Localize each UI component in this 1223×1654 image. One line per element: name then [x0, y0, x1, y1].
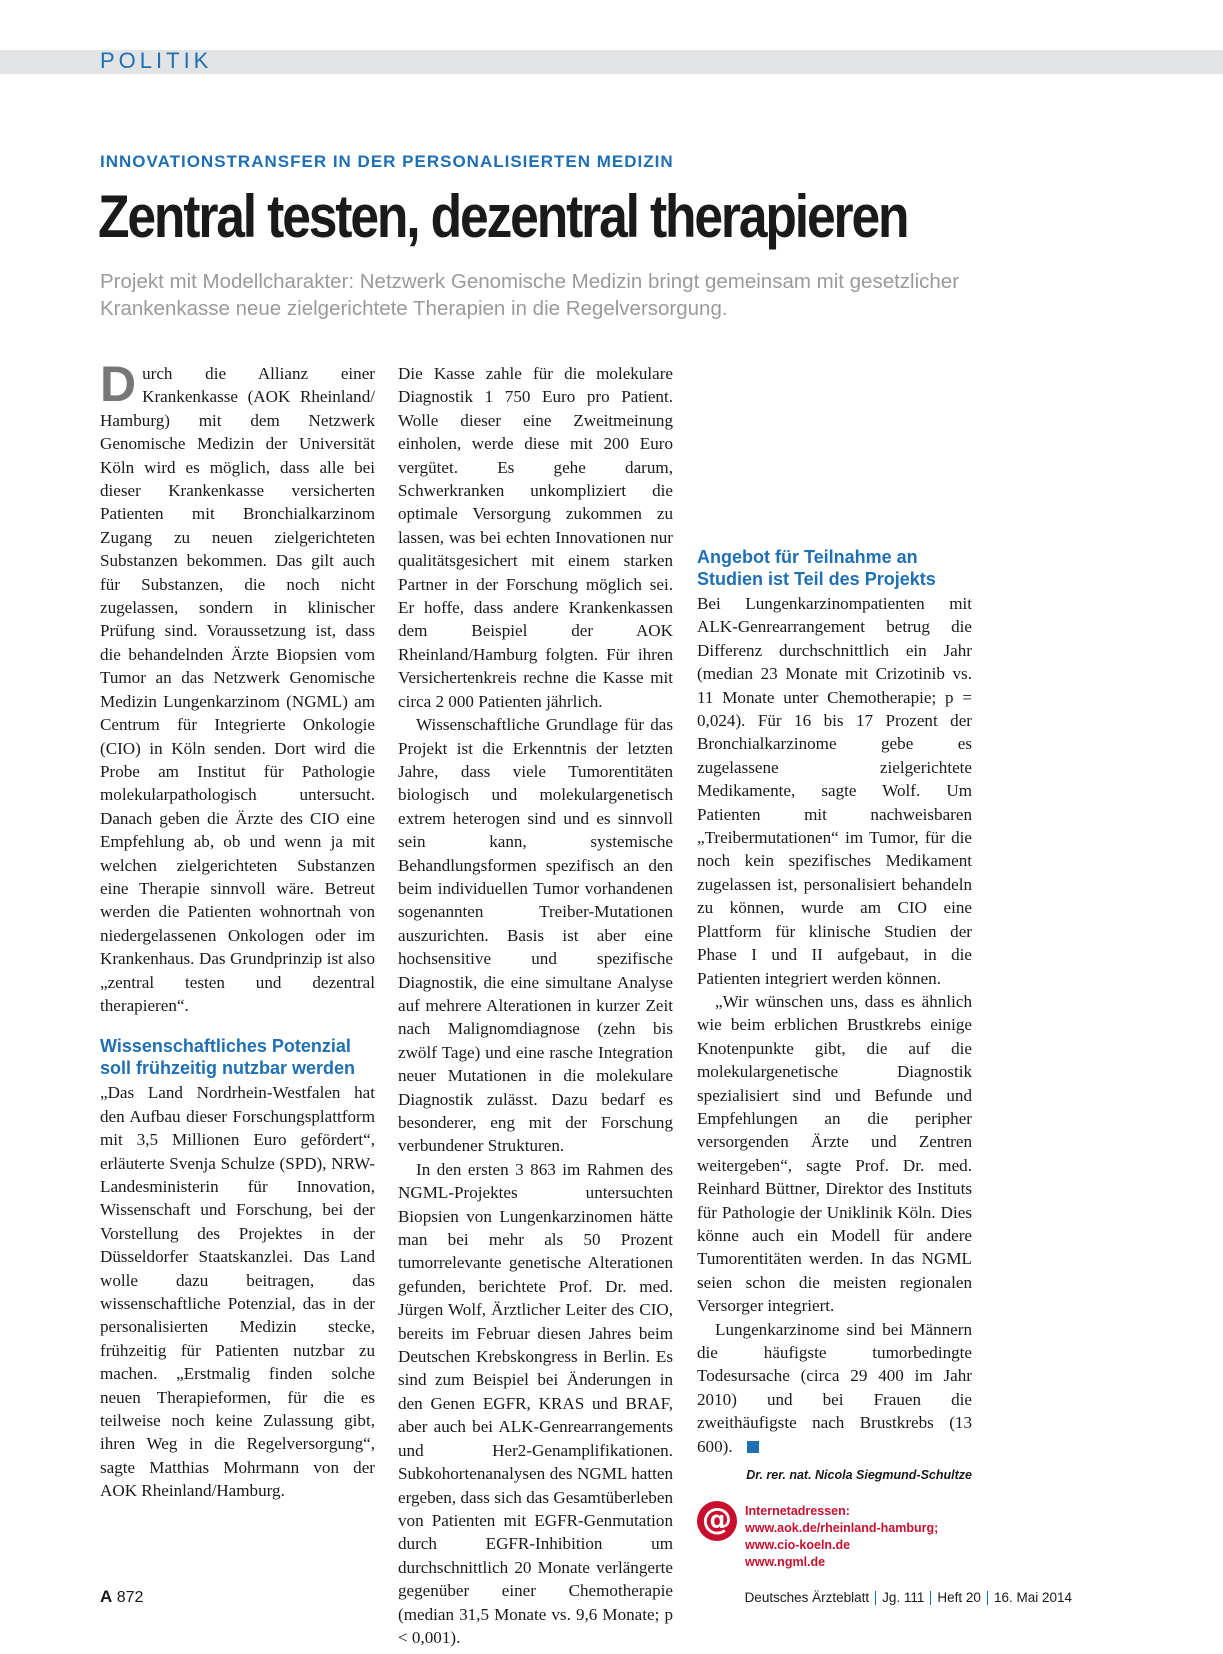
- link-cio[interactable]: www.cio-koeln.de: [745, 1538, 851, 1553]
- at-icon: @: [697, 1501, 737, 1541]
- footer-divider: [930, 1591, 931, 1605]
- paragraph: „Das Land Nordrhein-Westfalen hat den Aufbau dieser Forschungsplattform mit 3,5 Millionen Euro gefördert“, erläuterte Svenja Schulze (SPD), NRW-Landesministerin für Innovation, Wissenschaft und Forschung, bei der Vorstellung des Projektes in der Düsseldorfer Staatskanzlei. Das Land wolle dazu beitragen, das wissenschaftliche Potenzial, das in der personalisierten Medizin stecke, frühzeitig für Patienten nutzbar zu machen. „Erstmalig finden solche neuen Therapieformen, für die es teilweise noch keine Zulassung gibt, ihren Weg in die Regelversorgung“, sagte Matthias Mohrmann von der AOK Rheinland/Hamburg.: [100, 1083, 375, 1501]
- paragraph: Bei Lungenkarzinompatienten mit ALK-Genrearrangement betrug die Differenz durchschnittlich ein Jahr (median 23 Monate mit Crizotinib vs. 11 Monate unter Chemotherapie; p = 0,024). Für 16 bis 17 Prozent der Bronchialkarzinome gebe es zugelassene zielgerichtete Medikamente, sagte Wolf. Um Patienten mit nachweisbaren „Treibermutationen“ im Tumor, für die noch kein spezifisches Medikament zugelassen ist, personalisiert behandeln zu können, wurde am CIO eine Plattform für klinische Studien der Phase I und II aufgebaut, in die Patienten integriert werden können.: [697, 594, 972, 988]
- journal-name: Deutsches Ärzteblatt: [744, 1590, 870, 1605]
- section-label: POLITIK: [100, 48, 213, 73]
- paragraph-final: [697, 1318, 972, 1458]
- page-number: [100, 1587, 143, 1607]
- link-ngml[interactable]: www.ngml.de: [745, 1555, 826, 1570]
- internet-addresses-box: [697, 1501, 972, 1581]
- paragraph: Wissenschaftliche Grundlage für das Projekt ist die Erkenntnis der letzten Jahre, dass viele Tumorentitäten biologisch und molekulargenetisch extrem heterogen sind und es sinnvoll sein kann, systemische Behandlungsformen spezifisch an den beim individuellen Tumor vorhandenen sogenannten Treiber-Mutationen auszurichten. Basis ist aber eine hochsensitive und spezifische Diagnostik, die eine simultane Analyse auf mehrere Alterationen in kurzer Zeit nach Malignomdiagnose (zehn bis zwölf Tage) und eine rasche Integration neuer Mutationen in die molekulare Diagnostik zulässt. Dazu bedarf es besonderer, eng mit der Forschung verbundener Strukturen.: [398, 715, 673, 1156]
- journal-info: [745, 1590, 1072, 1605]
- drop-cap: D: [100, 356, 137, 412]
- article-column-2: [398, 362, 673, 1649]
- paragraph: Die Kasse zahle für die molekulare Diagnostik 1 750 Euro pro Patient. Wolle dieser eine Zweitmeinung einholen, werde diese mit 200 Euro vergütet. Es gehe darum, Schwerkranken unkompliziert die optimale Versorgung zukommen zu lassen, was bei echten Innovationen nur qualitätsgesichert mit einem starken Partner in der Forschung möglich sei. Er hoffe, dass andere Krankenkassen dem Beispiel der AOK Rheinland/Hamburg folgten. Für ihren Versichertenkreis rechne die Kasse mit circa 2 000 Patienten jährlich.: [398, 364, 673, 711]
- link-aok[interactable]: www.aok.de/rheinland-hamburg;: [745, 1521, 939, 1536]
- article-title: Zentral testen, dezentral therapieren: [98, 183, 908, 250]
- article-kicker: INNOVATIONSTRANSFER IN DER PERSONALISIERTEN MEDIZIN: [100, 152, 674, 171]
- paragraph: In den ersten 3 863 im Rahmen des NGML-Projektes untersuchten Biopsien von Lungenkarzinomen hätte man bei mehr als 50 Prozent tumorrelevante genetische Alterationen gefunden, berichtete Prof. Dr. med. Jürgen Wolf, Ärztlicher Leiter des CIO, bereits im Februar diesen Jahres beim Deutschen Krebskongress in Berlin. Es sind zum Beispiel bei Änderungen in den Genen EGFR, KRAS und BRAF, aber auch bei ALK-Genrearrangements und Her2-Genamplifikationen. Subkohortenanalysen des NGML hatten ergeben, dass sich das Gesamtüberleben von Patienten mit EGFR-Genmutation durch EGFR-Inhibition um durchschnittlich 20 Monate verlängerte gegenüber einer Chemotherapie (median 31,5 Monate vs. 9,6 Monate; p < 0,001).: [398, 1159, 673, 1647]
- links-title: Internetadressen:: [745, 1504, 850, 1519]
- journal-date: 16. Mai 2014: [993, 1590, 1072, 1605]
- page-prefix: A: [100, 1587, 113, 1606]
- final-text: Lungenkarzinome sind bei Männern die häufigste tumorbedingte Todesursache (circa 29 400 im Jahr 2010) und bei Frauen die zweithäufigste nach Brustkrebs (13 600).: [697, 1319, 972, 1456]
- subheading-potenzial: Wissenschaftliches Potenzial soll frühzeitig nutzbar werden: [100, 1036, 356, 1079]
- footer-divider: [875, 1591, 876, 1605]
- author-byline: Dr. rer. nat. Nicola Siegmund-Schultze: [746, 1468, 972, 1483]
- article-column-3: [697, 362, 972, 1581]
- article-column-1: [100, 356, 375, 1503]
- lead-text: urch die Allianz einer Krankenkasse (AOK Rheinland/ Hamburg) mit dem Netzwerk Genomische Medizin der Universität Köln wird es möglich, dass alle bei dieser Krankenkasse versicherten Patienten mit Bronchialkarzinom Zugang zu neuen zielgerichteten Substanzen bekommen. Das gilt auch für Substanzen, die noch nicht zugelassen, sondern in klinischer Prüfung sind. Voraussetzung ist, dass die behandelnden Ärzte Biopsien vom Tumor an das Netzwerk Genomische Medizin Lungenkarzinom (NGML) am Centrum für Integrierte Onkologie (CIO) in Köln senden. Dort wird die Probe am Institut für Pathologie molekularpathologisch untersucht. Danach geben die Ärzte des CIO eine Empfehlung ab, ob und wenn ja mit welchen zielgerichteten Substanzen eine Therapie sinnvoll wäre. Betreut werden die Patienten wohnortnah von niedergelassenen Onkologen oder im Krankenhaus. Das Grundprinzip ist also „zentral testen und dezentral therapieren“.: [100, 364, 375, 1015]
- journal-volume: Jg. 111: [882, 1590, 925, 1605]
- lead-paragraph: [100, 356, 375, 1017]
- end-mark-icon: [747, 1441, 759, 1453]
- subheading-studien: Angebot für Teilnahme an Studien ist Teil des Projekts: [697, 547, 936, 589]
- page-number-value: 872: [116, 1589, 144, 1606]
- links-list: [745, 1503, 938, 1571]
- journal-issue: Heft 20: [937, 1590, 981, 1605]
- article-subtitle: Projekt mit Modellcharakter: Netzwerk Genomische Medizin bringt gemeinsam mit gesetzlicher Krankenkasse neue zielgerichtete Therapien in die Regelversorgung.: [100, 270, 960, 320]
- column-3-continuation-space: [697, 362, 972, 526]
- footer-divider: [987, 1591, 988, 1605]
- paragraph: „Wir wünschen uns, dass es ähnlich wie beim erblichen Brustkrebs einige Knotenpunkte gibt, die auf die molekulargenetische Diagnostik spezialisiert sind und Befunde und Empfehlungen an die peripher versorgenden Ärzte und Zentren weitergeben“, sagte Prof. Dr. med. Reinhard Büttner, Direktor des Instituts für Pathologie der Uniklinik Köln. Dies könne auch ein Modell für andere Tumorentitäten werden. In das NGML seien schon die meisten regionalen Versorger integriert.: [697, 991, 972, 1316]
